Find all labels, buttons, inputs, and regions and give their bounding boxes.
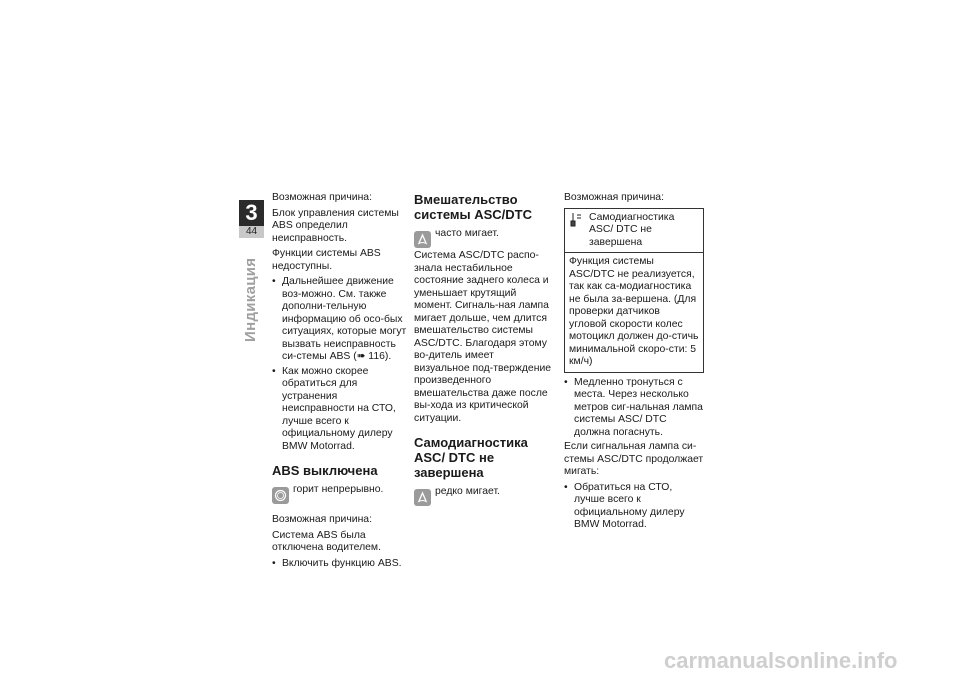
section-heading-abs-off: ABS выключена [272, 463, 378, 478]
cause-text: Система ABS была отключена водителем. [272, 529, 381, 553]
lamp-text: часто мигает. [435, 228, 499, 239]
page-number: 44 [239, 226, 264, 238]
info-box-title: Самодиагностика ASC/ DTC не завершена [589, 211, 675, 248]
cause-label: Возможная причина: [564, 192, 664, 203]
abs-warning-icon [272, 487, 289, 504]
bullet-item: • Как можно скорее обратиться для устранения неисправности на СТО, лучше всего к официальному дилеру BMW Motorrad. [272, 366, 407, 454]
bullet-item: • Дальнейшее движение воз-можно. См. также дополни-тельную информацию об осо-бых ситуациях, которые могут вызвать неисправность си-стемы ABS (➠ 116). [272, 276, 407, 364]
body-text: Если сигнальная лампа си-стемы ASC/DTC продолжает мигать: [564, 441, 704, 477]
lamp-text: горит непрерывно. [293, 484, 384, 495]
lamp-row [414, 228, 552, 248]
cause-label: Возможная причина: [272, 514, 372, 525]
info-box-header [565, 209, 703, 254]
bullet-item: • Обратиться на СТО, лучше всего к официальному дилеру BMW Motorrad. [564, 482, 704, 532]
cause-label: Возможная причина: [272, 192, 372, 203]
body-text: Система ASC/DTC распо-знала нестабильное состояние заднего колеса и уменьшает крутящий момент. Сигналь-ная лампа мигает дольше, чем длится вмешательство системы ASC/DTC. Благодаря этому во-дитель имеет визуальное под-тверждение произведенного вмешательства даже после вы-хода из критической ситуации. [414, 250, 552, 424]
lamp-text: редко мигает. [435, 486, 500, 497]
notice-icon [569, 212, 583, 250]
info-box-text: Функция системы ASC/DTC не реализуется, так как са-модиагностика не была за-вершена. (Для проверки датчиков угловой скорости колес мотоцикл должен до-стичь минимальной скоро-сти: 5 км/ч) [569, 256, 699, 367]
info-box [564, 208, 704, 373]
section-heading-asc-intervention: Вмешательство системы ASC/DTC [414, 192, 532, 222]
asc-warning-icon [414, 489, 431, 506]
chapter-tab: 3 [239, 200, 264, 226]
bullet-item: • Медленно тронуться с места. Через несколько метров сиг-нальная лампа системы ASC/ DTC должна погаснуть. [564, 377, 704, 440]
column-2 [414, 192, 552, 508]
section-heading-selfdiag: Самодиагностика ASC/ DTC не завершена [414, 435, 528, 480]
lamp-row [414, 486, 552, 506]
functions-text: Функции системы ABS недоступны. [272, 248, 381, 272]
column-3 [564, 192, 704, 534]
bullet-item: • Включить функцию ABS. [272, 558, 407, 571]
asc-warning-icon [414, 231, 431, 248]
column-1 [272, 192, 407, 572]
lamp-row [272, 484, 407, 504]
chapter-side-label: Индикация [242, 257, 259, 342]
watermark: carmanualsonline.info [664, 648, 898, 673]
cause-text: Блок управления системы ABS определил неисправность. [272, 207, 399, 244]
